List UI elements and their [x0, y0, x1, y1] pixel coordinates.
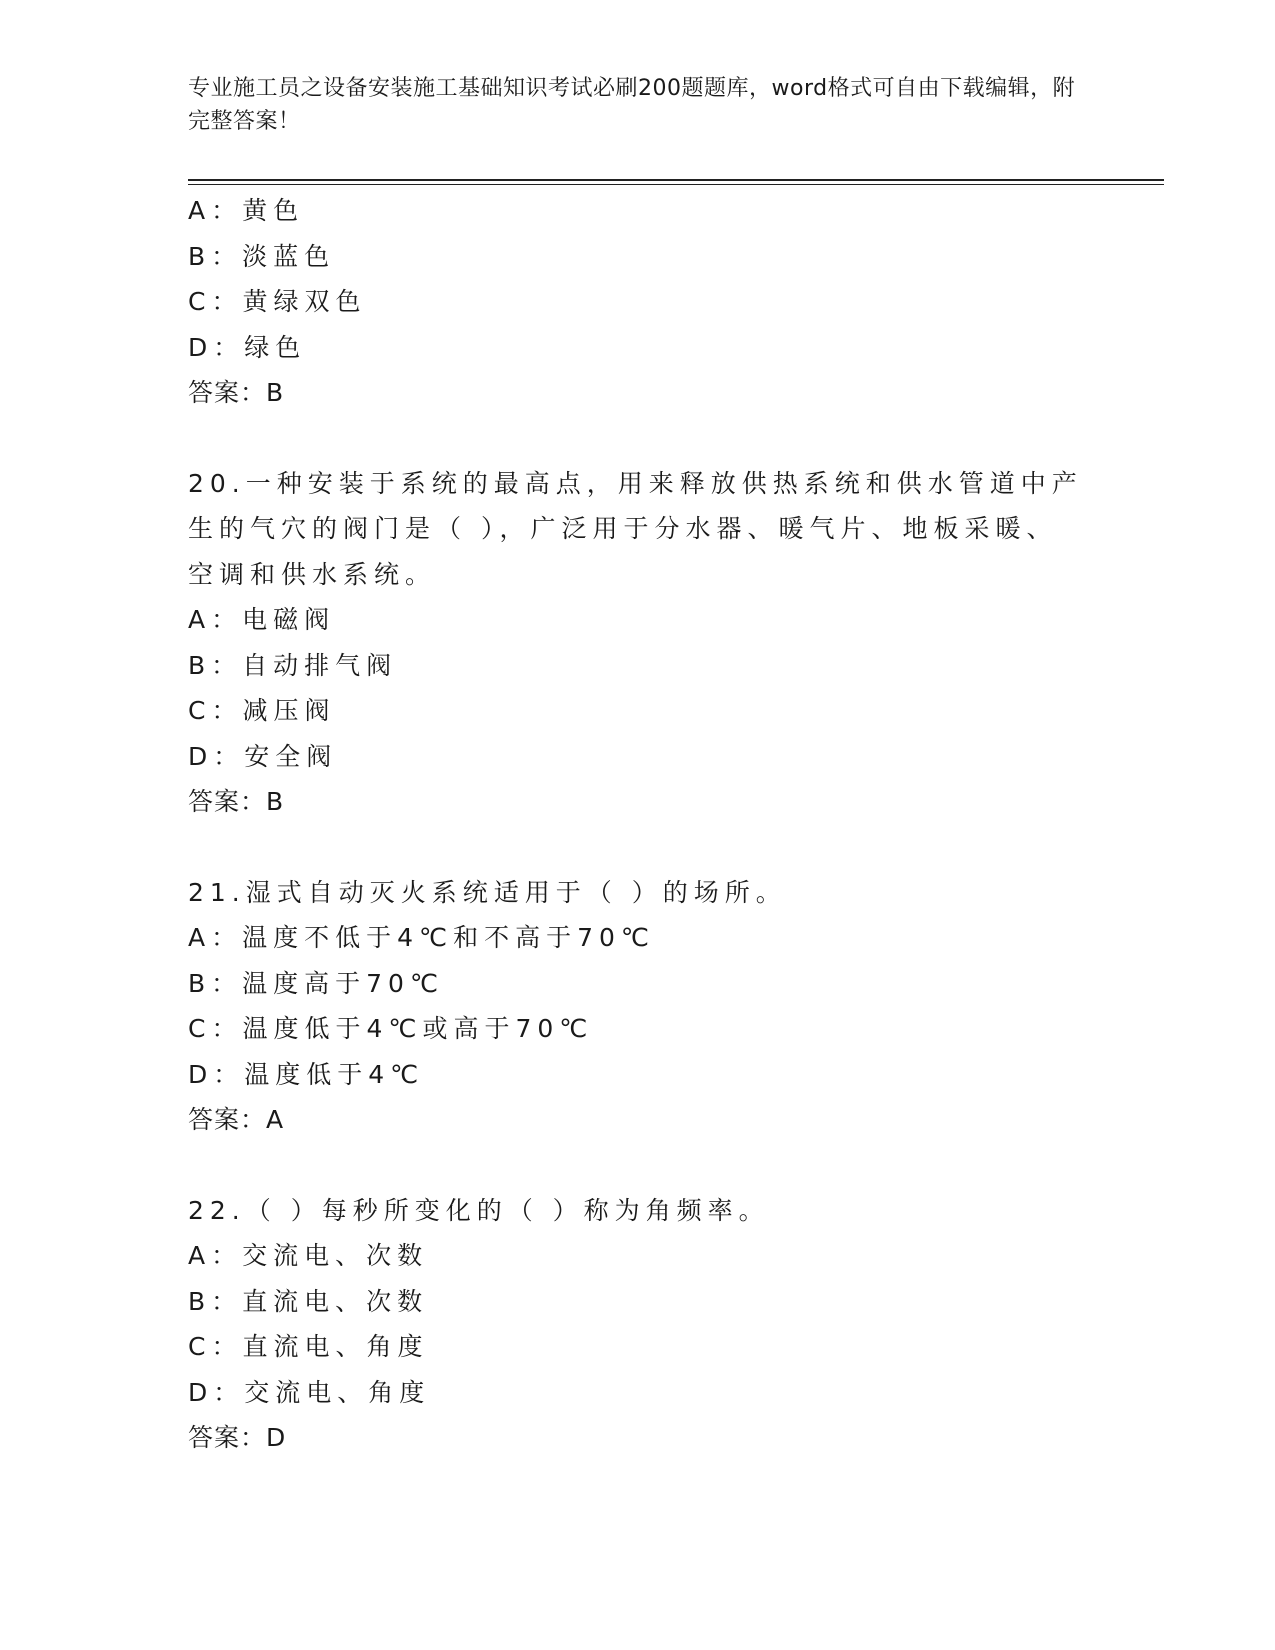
question-text: 20.一种安装于系统的最高点，用来释放供热系统和供水管道中产生的气穴的阀门是（ ），广泛用于分水器、暖气片、地板采暖、空调和供水系统。	[188, 468, 1083, 589]
option-a: A：黄色	[188, 196, 305, 225]
question-22	[188, 1188, 1088, 1461]
question-19-partial	[188, 188, 1088, 416]
option-b: B：温度高于70℃	[188, 968, 445, 998]
question-text: 22.（ ）每秒所变化的（ ）称为角频率。	[188, 1195, 770, 1225]
question-21	[188, 870, 1088, 1143]
option-b: B：自动排气阀	[188, 650, 398, 680]
option-d: D：温度低于4℃	[188, 1059, 425, 1089]
answer: 答案：B	[188, 787, 285, 816]
header-divider-thick	[188, 179, 1164, 181]
question-20	[188, 461, 1088, 825]
document-title: 专业施工员之设备安装施工基础知识考试必刷200题题库，word格式可自由下载编辑，附完整答案！	[188, 76, 1076, 134]
option-a: A：温度不低于4℃和不高于70℃	[188, 923, 655, 952]
answer: 答案：D	[188, 1423, 287, 1452]
option-c: C：温度低于4℃或高于70℃	[188, 1014, 594, 1043]
option-d: D：交流电、角度	[188, 1377, 431, 1407]
option-a: A：电磁阀	[188, 605, 336, 634]
answer: 答案：A	[188, 1105, 285, 1134]
option-c: C：减压阀	[188, 696, 336, 725]
option-a: A：交流电、次数	[188, 1241, 429, 1270]
question-text: 21.湿式自动灭火系统适用于（ ）的场所。	[188, 877, 787, 907]
option-d: D：安全阀	[188, 741, 338, 771]
option-c: C：黄绿双色	[188, 287, 367, 316]
option-b: B：直流电、次数	[188, 1286, 429, 1316]
option-d: D：绿色	[188, 332, 307, 362]
answer: 答案：B	[188, 378, 285, 407]
option-c: C：直流电、角度	[188, 1332, 429, 1361]
header-divider-thin	[188, 184, 1164, 185]
option-b: B：淡蓝色	[188, 241, 336, 271]
question-list	[188, 188, 1088, 1461]
